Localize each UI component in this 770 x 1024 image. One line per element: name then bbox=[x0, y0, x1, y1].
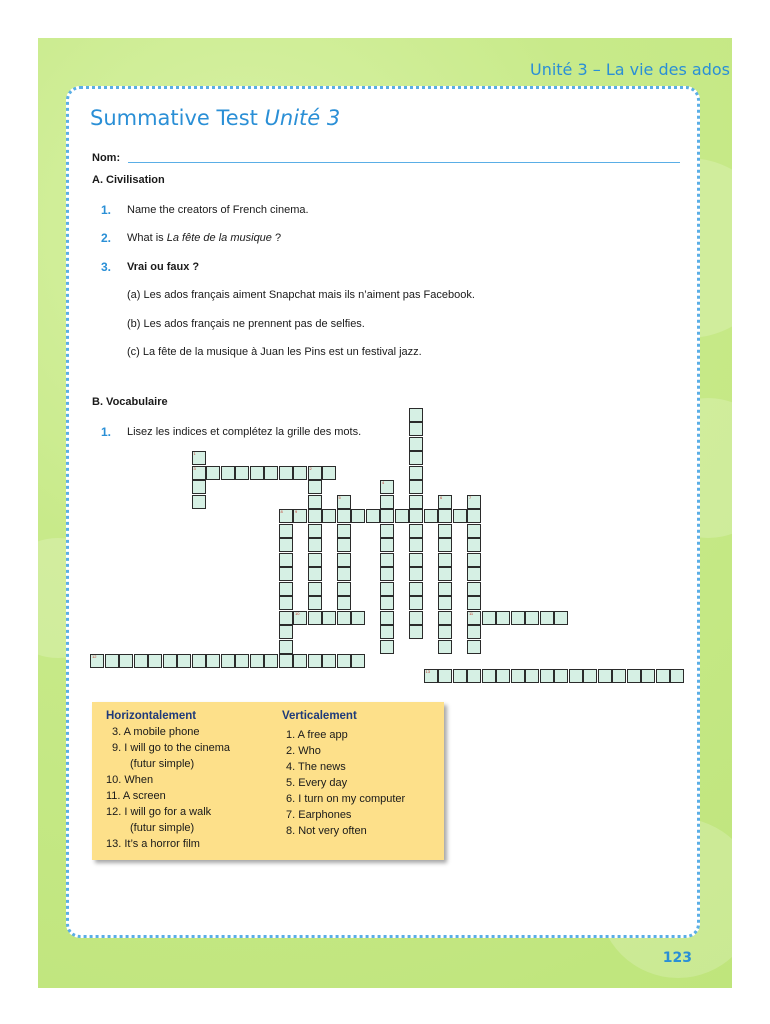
crossword-clue-number: 4 bbox=[382, 480, 385, 485]
crossword-cell[interactable] bbox=[453, 669, 467, 683]
crossword-cell[interactable] bbox=[192, 654, 206, 668]
crossword-cell[interactable] bbox=[192, 466, 206, 480]
crossword-cell[interactable] bbox=[235, 654, 249, 668]
clue-vertical: 2. Who bbox=[286, 745, 321, 757]
crossword-cell[interactable] bbox=[308, 538, 322, 552]
question-number: 1. bbox=[101, 425, 112, 439]
crossword-cell[interactable] bbox=[467, 582, 481, 596]
crossword-cell[interactable] bbox=[279, 640, 293, 654]
page-title bbox=[90, 106, 340, 130]
clue-horizontal: 11. A screen bbox=[106, 790, 166, 802]
crossword-cell[interactable] bbox=[598, 669, 612, 683]
crossword-cell[interactable] bbox=[192, 480, 206, 494]
crossword-cell[interactable] bbox=[380, 625, 394, 639]
crossword-cell[interactable] bbox=[279, 582, 293, 596]
name-label: Nom: bbox=[92, 152, 121, 164]
crossword-cell[interactable] bbox=[308, 480, 322, 494]
crossword-cell[interactable] bbox=[337, 495, 351, 509]
crossword-cell[interactable] bbox=[554, 611, 568, 625]
crossword-cell[interactable] bbox=[308, 524, 322, 538]
crossword-cell[interactable] bbox=[322, 509, 336, 523]
name-field[interactable] bbox=[128, 162, 680, 163]
unit-header: Unité 3 – La vie des ados bbox=[529, 60, 730, 79]
crossword-cell[interactable] bbox=[293, 509, 307, 523]
crossword-cell[interactable] bbox=[279, 567, 293, 581]
crossword-cell[interactable] bbox=[221, 654, 235, 668]
crossword-clue-number: 13 bbox=[425, 668, 430, 674]
crossword-cell[interactable] bbox=[409, 408, 423, 422]
crossword-cell[interactable] bbox=[467, 596, 481, 610]
crossword-cell[interactable] bbox=[308, 582, 322, 596]
crossword-cell[interactable] bbox=[467, 495, 481, 509]
question-number: 1. bbox=[101, 203, 112, 217]
crossword-cell[interactable] bbox=[467, 640, 481, 654]
clue-vertical: 6. I turn on my computer bbox=[286, 793, 406, 805]
crossword-cell[interactable] bbox=[409, 509, 423, 523]
crossword-clue-number: 3 bbox=[193, 465, 196, 471]
section-vocabulaire: B. Vocabulaire bbox=[92, 396, 168, 408]
question-number: 2. bbox=[101, 231, 112, 245]
crossword-cell[interactable] bbox=[409, 524, 423, 538]
crossword-cell[interactable] bbox=[351, 611, 365, 625]
crossword-cell[interactable] bbox=[467, 524, 481, 538]
crossword-cell[interactable] bbox=[467, 625, 481, 639]
crossword-cell[interactable] bbox=[540, 611, 554, 625]
crossword-cell[interactable] bbox=[525, 669, 539, 683]
crossword-cell[interactable] bbox=[337, 611, 351, 625]
crossword-clue-number: 7 bbox=[469, 494, 472, 500]
crossword-cell[interactable] bbox=[279, 553, 293, 567]
crossword-cell[interactable] bbox=[380, 567, 394, 581]
crossword-clue-number: 2 bbox=[309, 465, 312, 471]
crossword-cell[interactable] bbox=[337, 538, 351, 552]
clue-horizontal: 12. I will go for a walk bbox=[106, 806, 212, 818]
crossword-cell[interactable] bbox=[105, 654, 119, 668]
crossword-cell[interactable] bbox=[308, 509, 322, 523]
crossword-cell[interactable] bbox=[380, 640, 394, 654]
crossword-cell[interactable] bbox=[279, 611, 293, 625]
crossword-cell[interactable] bbox=[409, 437, 423, 451]
vertical-heading: Verticalement bbox=[282, 710, 357, 722]
question-text: Lisez les indices et complétez la grille des mots. bbox=[127, 426, 362, 438]
clue-vertical: 4. The news bbox=[286, 761, 346, 773]
crossword-cell[interactable] bbox=[293, 466, 307, 480]
crossword-cell[interactable] bbox=[250, 654, 264, 668]
crossword-cell[interactable] bbox=[380, 611, 394, 625]
clue-vertical: 8. Not very often bbox=[286, 825, 367, 837]
crossword-cell[interactable] bbox=[380, 509, 394, 523]
crossword-cell[interactable] bbox=[380, 553, 394, 567]
crossword-cell[interactable] bbox=[380, 480, 394, 494]
crossword-cell[interactable] bbox=[467, 509, 481, 523]
crossword-cell[interactable] bbox=[192, 495, 206, 509]
crossword-cell[interactable] bbox=[627, 669, 641, 683]
true-false-item: (c) La fête de la musique à Juan les Pins est un festival jazz. bbox=[127, 346, 422, 358]
crossword-cell[interactable] bbox=[337, 553, 351, 567]
crossword-cell[interactable] bbox=[206, 654, 220, 668]
crossword-cell[interactable] bbox=[351, 509, 365, 523]
question-text: Name the creators of French cinema. bbox=[127, 204, 309, 216]
crossword-cell[interactable] bbox=[409, 582, 423, 596]
crossword-cell[interactable] bbox=[308, 567, 322, 581]
crossword-clue-number: 10 bbox=[295, 610, 300, 616]
crossword-cell[interactable] bbox=[380, 495, 394, 509]
crossword-clue-number: 9 bbox=[295, 509, 298, 514]
crossword-cell[interactable] bbox=[279, 524, 293, 538]
crossword-cell[interactable] bbox=[192, 451, 206, 465]
crossword-cell[interactable] bbox=[380, 582, 394, 596]
crossword-cell[interactable] bbox=[409, 422, 423, 436]
crossword-cell[interactable] bbox=[438, 582, 452, 596]
clue-box bbox=[92, 702, 444, 860]
crossword-cell[interactable] bbox=[409, 596, 423, 610]
crossword-clue-number: 12 bbox=[92, 654, 97, 659]
crossword-cell[interactable] bbox=[467, 553, 481, 567]
crossword-cell[interactable] bbox=[641, 669, 655, 683]
crossword-cell[interactable] bbox=[511, 669, 525, 683]
crossword-cell[interactable] bbox=[221, 466, 235, 480]
clue-vertical: 1. A free app bbox=[286, 729, 348, 741]
crossword-cell[interactable] bbox=[438, 611, 452, 625]
crossword-cell[interactable] bbox=[409, 466, 423, 480]
crossword-cell[interactable] bbox=[670, 669, 684, 683]
crossword-cell[interactable] bbox=[250, 466, 264, 480]
crossword-cell[interactable] bbox=[279, 654, 293, 668]
clue-horizontal: (futur simple) bbox=[130, 758, 195, 770]
crossword-cell[interactable] bbox=[308, 611, 322, 625]
crossword-cell[interactable] bbox=[467, 669, 481, 683]
crossword-cell[interactable] bbox=[656, 669, 670, 683]
crossword-cell[interactable] bbox=[279, 509, 293, 523]
crossword-cell[interactable] bbox=[308, 495, 322, 509]
crossword-cell[interactable] bbox=[264, 654, 278, 668]
crossword-cell[interactable] bbox=[337, 582, 351, 596]
crossword-cell[interactable] bbox=[322, 611, 336, 625]
crossword-cell[interactable] bbox=[511, 611, 525, 625]
crossword-cell[interactable] bbox=[235, 466, 249, 480]
clue-horizontal: 10. When bbox=[106, 774, 154, 786]
question-text: Vrai ou faux ? bbox=[127, 261, 200, 273]
crossword-cell[interactable] bbox=[438, 669, 452, 683]
crossword-cell[interactable] bbox=[177, 654, 191, 668]
crossword-cell[interactable] bbox=[438, 524, 452, 538]
crossword-cell[interactable] bbox=[308, 654, 322, 668]
crossword-cell[interactable] bbox=[308, 553, 322, 567]
crossword-cell[interactable] bbox=[569, 669, 583, 683]
crossword-cell[interactable] bbox=[366, 509, 380, 523]
crossword-cell[interactable] bbox=[380, 538, 394, 552]
crossword-cell[interactable] bbox=[453, 509, 467, 523]
crossword-cell[interactable] bbox=[525, 611, 539, 625]
crossword-cell[interactable] bbox=[337, 567, 351, 581]
crossword-cell[interactable] bbox=[496, 669, 510, 683]
crossword-cell[interactable] bbox=[337, 654, 351, 668]
section-civilisation: A. Civilisation bbox=[92, 174, 165, 186]
crossword-cell[interactable] bbox=[380, 596, 394, 610]
crossword-clue-number: 1 bbox=[193, 451, 196, 456]
crossword-cell[interactable] bbox=[409, 480, 423, 494]
crossword-cell[interactable] bbox=[409, 567, 423, 581]
crossword-cell[interactable] bbox=[424, 669, 438, 683]
crossword-cell[interactable] bbox=[438, 640, 452, 654]
crossword-cell[interactable] bbox=[322, 654, 336, 668]
crossword-cell[interactable] bbox=[467, 567, 481, 581]
crossword-cell[interactable] bbox=[496, 611, 510, 625]
page-number: 123 bbox=[662, 950, 692, 966]
crossword-cell[interactable] bbox=[163, 654, 177, 668]
crossword-cell[interactable] bbox=[438, 553, 452, 567]
clue-horizontal: 13. It’s a horror film bbox=[106, 838, 200, 850]
crossword-cell[interactable] bbox=[134, 654, 148, 668]
title-unit: Unité 3 bbox=[264, 106, 341, 130]
crossword-cell[interactable] bbox=[482, 669, 496, 683]
crossword-cell[interactable] bbox=[337, 524, 351, 538]
crossword-cell[interactable] bbox=[612, 669, 626, 683]
crossword-cell[interactable] bbox=[409, 553, 423, 567]
crossword-clue-number: 8 bbox=[280, 509, 283, 514]
crossword-cell[interactable] bbox=[438, 625, 452, 639]
crossword-cell[interactable] bbox=[409, 625, 423, 639]
crossword-cell[interactable] bbox=[337, 509, 351, 523]
crossword-cell[interactable] bbox=[351, 654, 365, 668]
crossword-cell[interactable] bbox=[206, 466, 220, 480]
crossword-cell[interactable] bbox=[409, 451, 423, 465]
clue-horizontal: 9. I will go to the cinema bbox=[112, 742, 231, 754]
true-false-item: (b) Les ados français ne prennent pas de selfies. bbox=[127, 318, 365, 330]
crossword-cell[interactable] bbox=[467, 538, 481, 552]
crossword-cell[interactable] bbox=[264, 466, 278, 480]
title-main: Summative Test bbox=[90, 106, 265, 130]
crossword-cell[interactable] bbox=[308, 466, 322, 480]
crossword-cell[interactable] bbox=[438, 567, 452, 581]
crossword-clue-number: 11 bbox=[469, 610, 474, 616]
clue-horizontal: (futur simple) bbox=[130, 822, 195, 834]
crossword-cell[interactable] bbox=[438, 495, 452, 509]
crossword-cell[interactable] bbox=[409, 538, 423, 552]
true-false-item: (a) Les ados français aiment Snapchat mais ils n’aiment pas Facebook. bbox=[127, 289, 475, 301]
crossword-cell[interactable] bbox=[308, 596, 322, 610]
crossword-cell[interactable] bbox=[119, 654, 133, 668]
crossword-cell[interactable] bbox=[279, 466, 293, 480]
crossword-cell[interactable] bbox=[279, 538, 293, 552]
crossword-cell[interactable] bbox=[395, 509, 409, 523]
horizontal-heading: Horizontalement bbox=[106, 710, 197, 722]
crossword-cell[interactable] bbox=[438, 509, 452, 523]
question-text: What is La fête de la musique ? bbox=[127, 232, 282, 244]
crossword-cell[interactable] bbox=[337, 596, 351, 610]
crossword-cell[interactable] bbox=[540, 669, 554, 683]
crossword-cell[interactable] bbox=[482, 611, 496, 625]
crossword-cell[interactable] bbox=[424, 509, 438, 523]
clue-vertical: 5. Every day bbox=[286, 777, 348, 789]
crossword-cell[interactable] bbox=[409, 611, 423, 625]
crossword-cell[interactable] bbox=[438, 538, 452, 552]
crossword-clue-number: 5 bbox=[338, 494, 341, 500]
crossword-cell[interactable] bbox=[279, 596, 293, 610]
crossword-cell[interactable] bbox=[148, 654, 162, 668]
crossword-cell[interactable] bbox=[583, 669, 597, 683]
crossword-cell[interactable] bbox=[409, 495, 423, 509]
crossword-cell[interactable] bbox=[293, 654, 307, 668]
crossword-clue-number: 6 bbox=[440, 494, 443, 500]
crossword-cell[interactable] bbox=[554, 669, 568, 683]
clue-vertical: 7. Earphones bbox=[286, 809, 352, 821]
crossword-cell[interactable] bbox=[293, 611, 307, 625]
clue-horizontal: 3. A mobile phone bbox=[112, 726, 200, 738]
crossword-cell[interactable] bbox=[90, 654, 104, 668]
crossword-cell[interactable] bbox=[380, 524, 394, 538]
question-number: 3. bbox=[101, 260, 112, 274]
crossword-cell[interactable] bbox=[438, 596, 452, 610]
crossword-cell[interactable] bbox=[322, 466, 336, 480]
crossword-cell[interactable] bbox=[467, 611, 481, 625]
crossword-cell[interactable] bbox=[279, 625, 293, 639]
